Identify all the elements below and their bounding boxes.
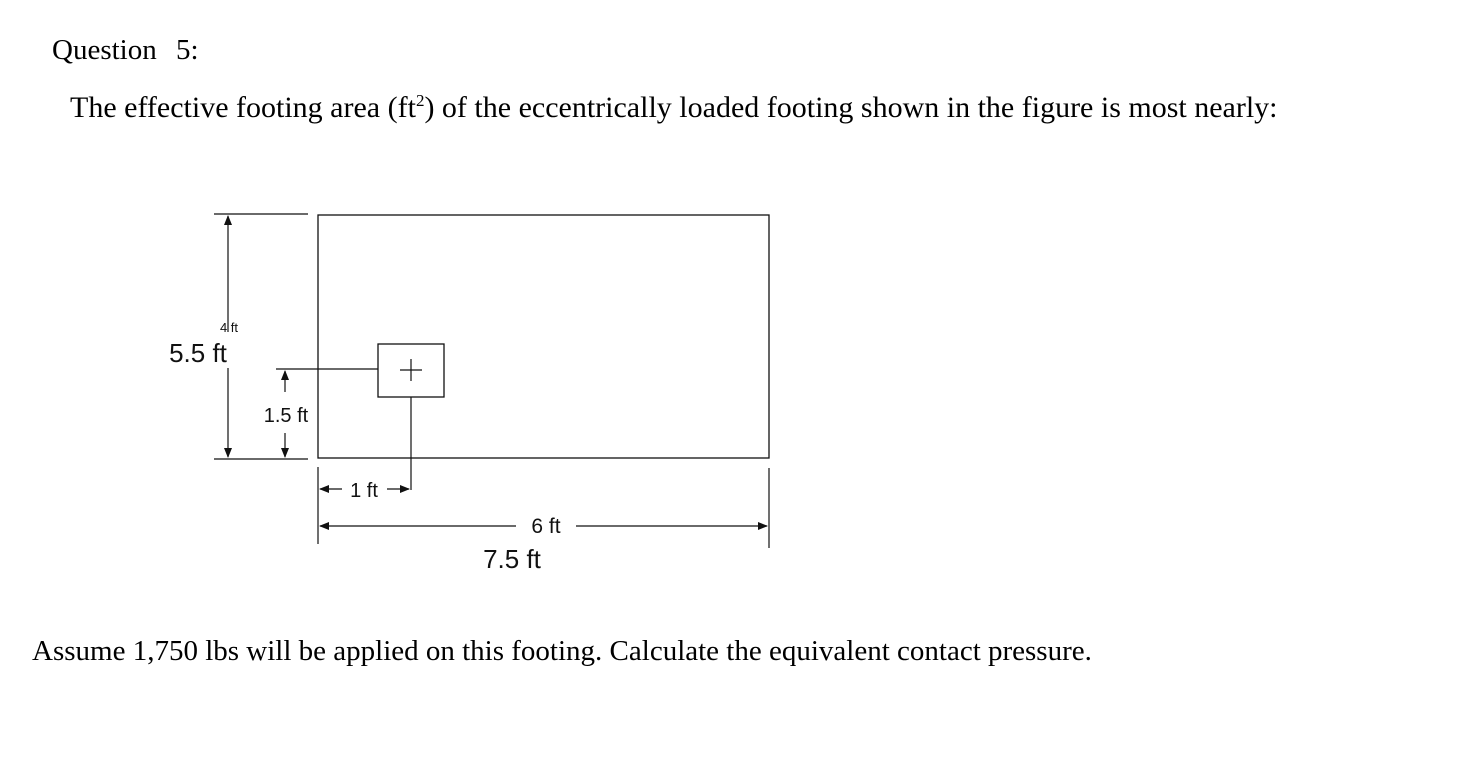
superscript-two: 2	[415, 91, 425, 110]
height-total-label: 5.5 ft	[169, 338, 227, 368]
assumption-text: Assume 1,750 lbs will be applied on this footing. Calculate the equivalent contact pressure.	[32, 635, 1092, 667]
question-heading: Question 5:	[52, 34, 199, 66]
width-total-label: 7.5 ft	[483, 544, 541, 574]
offset-y-label: 1.5 ft	[263, 405, 309, 427]
height-overlay-label: 4 ft	[219, 320, 239, 335]
question-text-part-2: ) of the eccentrically loaded footing shown in the figure is most nearly:	[424, 91, 1278, 124]
question-text-part-1: The effective footing area (ft	[70, 91, 416, 124]
footing-outline	[318, 215, 769, 458]
question-text	[70, 89, 1400, 126]
offset-x-label: 1 ft	[350, 480, 378, 502]
width-overlay-label: 6 ft	[531, 515, 561, 538]
column-outline	[378, 344, 444, 397]
